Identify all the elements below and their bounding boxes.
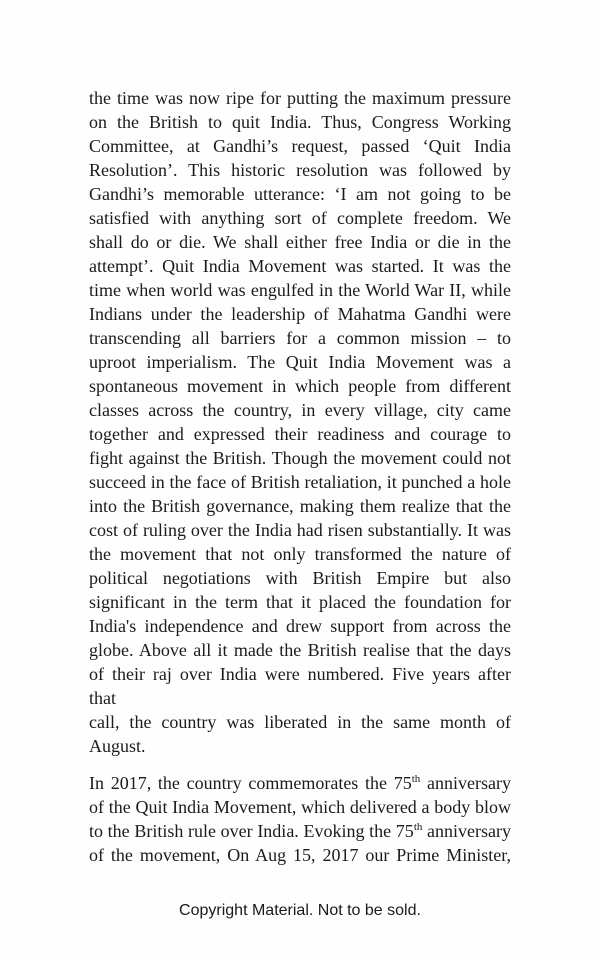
- text-segment: transcending all barriers for a common mission – to: [89, 328, 511, 348]
- text-line: [89, 134, 511, 158]
- text-segment: Resolution’. This historic resolution was followed by: [89, 160, 511, 180]
- text-line: [89, 110, 511, 134]
- text-segment: cost of ruling over the India had risen substantially. It was: [89, 520, 511, 540]
- text-segment: classes across the country, in every village, city came: [89, 400, 511, 420]
- paragraph: [89, 86, 511, 758]
- text-line: [89, 422, 511, 446]
- text-segment: Gandhi’s memorable utterance: ‘I am not going to be: [89, 184, 511, 204]
- text-line: [89, 843, 511, 867]
- text-segment: succeed in the face of British retaliation, it punched a hole: [89, 472, 511, 492]
- text-line: [89, 734, 511, 758]
- text-line: [89, 819, 511, 843]
- text-line: [89, 710, 511, 734]
- text-segment: Committee, at Gandhi’s request, passed ‘Quit India: [89, 136, 511, 156]
- text-line: [89, 446, 511, 470]
- text-segment: satisfied with anything sort of complete freedom. We: [89, 208, 511, 228]
- paragraph: [89, 771, 511, 867]
- text-line: [89, 566, 511, 590]
- text-segment: into the British governance, making them realize that the: [89, 496, 511, 516]
- text-line: [89, 374, 511, 398]
- text-line: [89, 302, 511, 326]
- text-segment: globe. Above all it made the British realise that the days: [89, 640, 511, 660]
- text-line: [89, 398, 511, 422]
- text-segment: anniversary: [422, 821, 512, 841]
- text-segment: India's independence and drew support from across the: [89, 616, 511, 636]
- text-line: [89, 182, 511, 206]
- text-segment: Indians under the leadership of Mahatma Gandhi were: [89, 304, 511, 324]
- text-line: [89, 542, 511, 566]
- text-segment: anniversary: [420, 773, 511, 793]
- text-line: [89, 638, 511, 662]
- text-segment: call, the country was liberated in the same month of: [89, 712, 511, 732]
- text-line: [89, 614, 511, 638]
- text-line: [89, 518, 511, 542]
- text-segment: together and expressed their readiness and courage to: [89, 424, 511, 444]
- text-segment: August.: [89, 736, 146, 756]
- text-line: [89, 86, 511, 110]
- text-line: [89, 494, 511, 518]
- text-line: [89, 470, 511, 494]
- text-segment: uproot imperialism. The Quit India Movement was a: [89, 352, 511, 372]
- text-segment: the movement that not only transformed the nature of: [89, 544, 511, 564]
- superscript: th: [411, 773, 421, 785]
- text-segment: political negotiations with British Empire but also: [89, 568, 511, 588]
- text-segment: the time was now ripe for putting the maximum pressure: [89, 88, 511, 108]
- text-line: [89, 278, 511, 302]
- text-line: [89, 230, 511, 254]
- text-line: [89, 662, 511, 710]
- text-segment: attempt’. Quit India Movement was started. It was the: [89, 256, 511, 276]
- footer-note: Copyright Material. Not to be sold.: [179, 902, 421, 919]
- page-text: [89, 86, 511, 880]
- superscript: th: [413, 821, 423, 833]
- text-segment: of the Quit India Movement, which delivered a body blow: [89, 797, 511, 817]
- text-line: [89, 326, 511, 350]
- text-line: [89, 350, 511, 374]
- text-segment: time when world was engulfed in the World War II, while: [89, 280, 511, 300]
- text-segment: shall do or die. We shall either free India or die in the: [89, 232, 511, 252]
- text-line: [89, 254, 511, 278]
- text-segment: In 2017, the country commemorates the 75: [89, 773, 412, 793]
- text-segment: of their raj over India were numbered. Five years after that: [89, 664, 511, 708]
- text-segment: significant in the term that it placed the foundation for: [89, 592, 511, 612]
- text-line: [89, 771, 511, 795]
- text-line: [89, 590, 511, 614]
- text-segment: of the movement, On Aug 15, 2017 our Prime Minister,: [89, 845, 511, 865]
- text-segment: spontaneous movement in which people from different: [89, 376, 511, 396]
- text-line: [89, 206, 511, 230]
- text-segment: fight against the British. Though the movement could not: [89, 448, 511, 468]
- text-line: [89, 158, 511, 182]
- text-segment: to the British rule over India. Evoking the 75: [89, 821, 414, 841]
- text-line: [89, 795, 511, 819]
- text-segment: on the British to quit India. Thus, Congress Working: [89, 112, 511, 132]
